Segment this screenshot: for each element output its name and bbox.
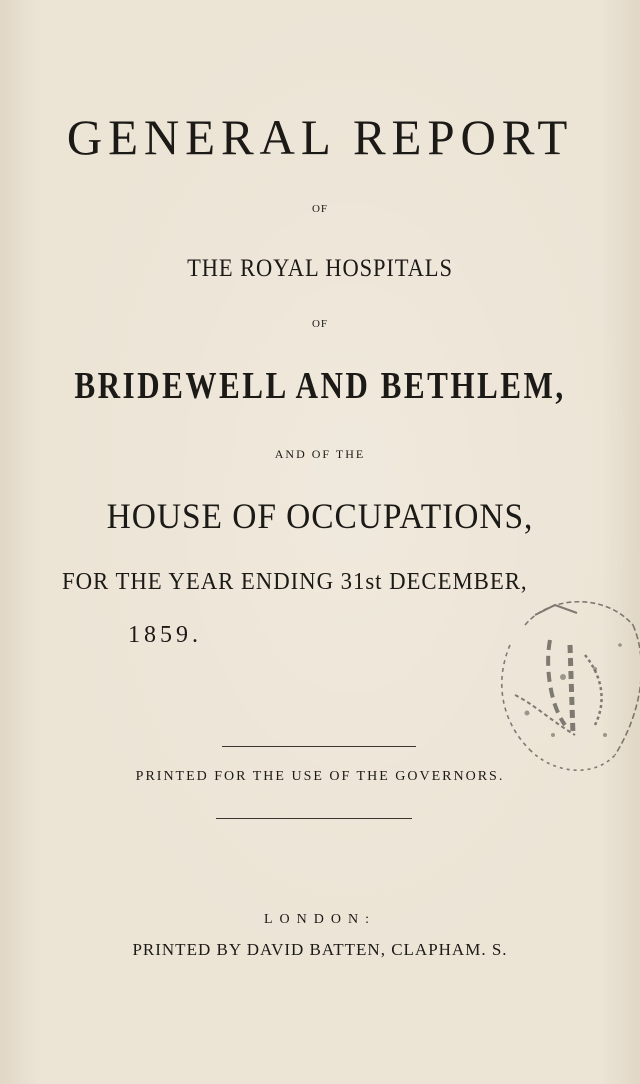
report-year: 1859. <box>128 622 202 648</box>
place-of-publication: LONDON: <box>264 912 376 927</box>
bridewell-bethlem-heading: BRIDEWELL AND BETHLEM, <box>74 365 566 407</box>
of-connector-1: OF <box>311 203 329 215</box>
year-ending-line: FOR THE YEAR ENDING 31st DECEMBER, <box>62 569 528 595</box>
of-connector-2: OF <box>311 318 329 330</box>
library-stamp <box>455 585 640 785</box>
printed-for-governors: PRINTED FOR THE USE OF THE GOVERNORS. <box>135 769 505 784</box>
and-of-the-connector: AND OF THE <box>274 447 366 461</box>
report-title: GENERAL REPORT <box>66 109 574 165</box>
printer-imprint: PRINTED BY DAVID BATTEN, CLAPHAM. S. <box>132 940 508 959</box>
house-of-occupations-heading: HOUSE OF OCCUPATIONS, <box>106 496 534 536</box>
divider-rule-top <box>222 746 416 747</box>
royal-hospitals-heading: THE ROYAL HOSPITALS <box>187 255 453 282</box>
divider-rule-bottom <box>216 818 412 819</box>
